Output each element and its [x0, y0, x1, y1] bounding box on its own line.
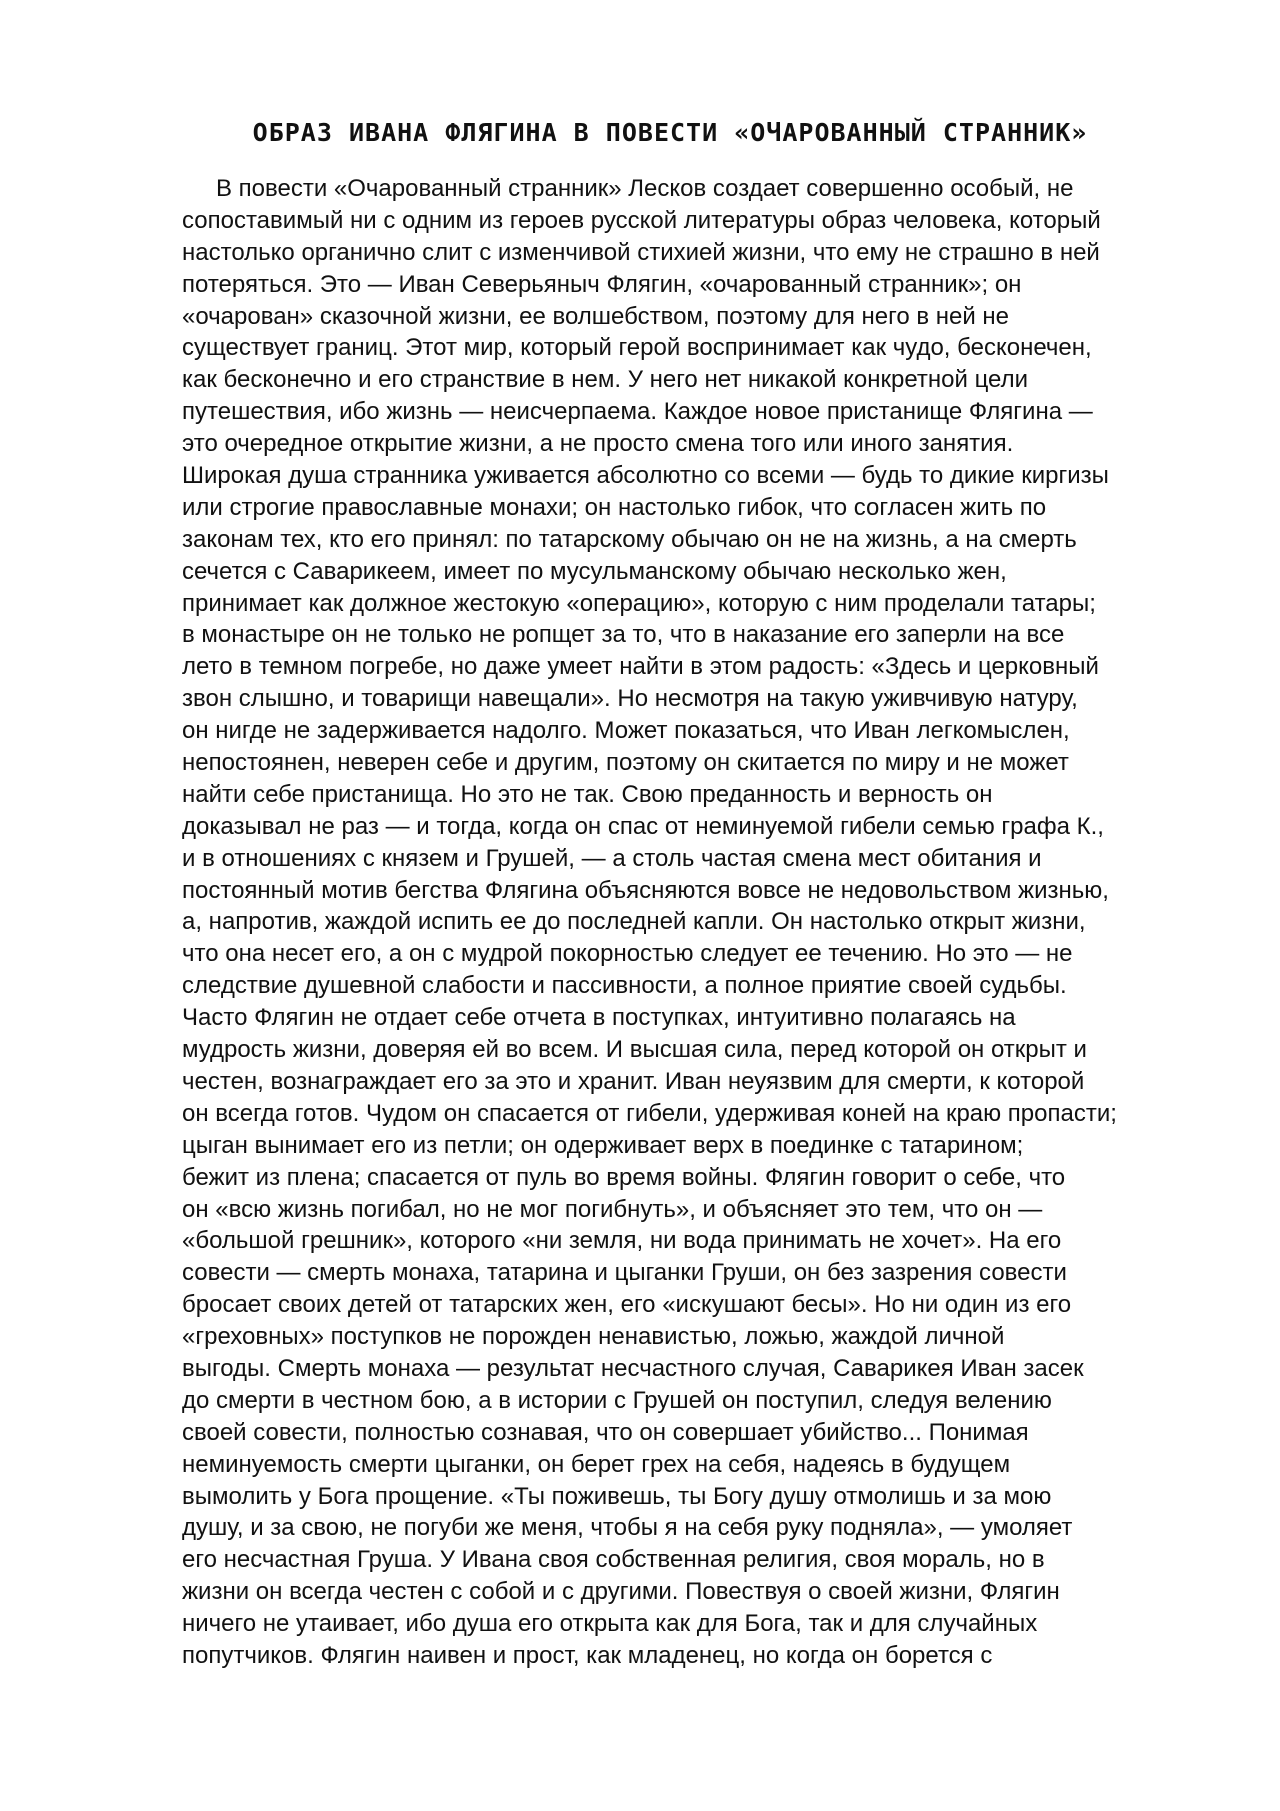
text-line: потеряться. Это — Иван Северьяныч Флягин, «очарованный странник»; он [182, 270, 1022, 298]
text-line: душу, и за свою, не погуби же меня, чтобы я на себя руку подняла», — умоляет [182, 1514, 1073, 1542]
text-line: это очередное открытие жизни, а не просто смена того или иного занятия. [182, 430, 1014, 458]
text-line: цыган вынимает его из петли; он одерживает верх в поединке с татарином; [182, 1131, 1024, 1159]
text-line: звон слышно, и товарищи навещали». Но несмотря на такую уживчивую натуру, [182, 685, 1078, 713]
text-line: или строгие православные монахи; он настолько гибок, что согласен жить по [182, 493, 1047, 521]
text-line: «большой грешник», которого «ни земля, ни вода принимать не хочет». На его [182, 1227, 1062, 1255]
text-line: вымолить у Бога прощение. «Ты поживешь, ты Богу душу отмолишь и за мою [182, 1482, 1052, 1510]
text-line: Часто Флягин не отдает себе отчета в поступках, интуитивно полагаясь на [182, 1004, 1016, 1032]
text-line: следствие душевной слабости и пассивности, а полное приятие своей судьбы. [182, 972, 1067, 1000]
text-line: существует границ. Этот мир, который герой воспринимает как чудо, бесконечен, [182, 334, 1092, 362]
text-line: бежит из плена; спасается от пуль во время войны. Флягин говорит о себе, что [182, 1163, 1066, 1191]
text-line: бросает своих детей от татарских жен, его «искушают бесы». Но ни один из его [182, 1291, 1072, 1319]
text-line: жизни он всегда честен с собой и с другими. Повествуя о своей жизни, Флягин [182, 1578, 1060, 1606]
text-line: совести — смерть монаха, татарина и цыганки Груши, он без зазрения совести [182, 1259, 1067, 1287]
text-line: настолько органично слит с изменчивой стихией жизни, что ему не страшно в ней [182, 238, 1100, 266]
text-line: своей совести, полностью сознавая, что он совершает убийство... Понимая [182, 1418, 1029, 1446]
text-line: Широкая душа странника уживается абсолютно со всеми — будь то дикие киргизы [182, 462, 1109, 490]
text-line: в монастыре он не только не ропщет за то, что в наказание его заперли на все [182, 621, 1065, 649]
text-line: найти себе пристанища. Но это не так. Свою преданность и верность он [182, 780, 993, 808]
text-line: что она несет его, а он с мудрой покорностью следует ее течению. Но это — не [182, 940, 1073, 968]
text-line: принимает как должное жестокую «операцию», которую с ним проделали татары; [182, 589, 1096, 617]
text-line: он всегда готов. Чудом он спасается от гибели, удерживая коней на краю пропасти; [182, 1099, 1117, 1127]
text-line: выгоды. Смерть монаха — результат несчастного случая, Саварикея Иван засек [182, 1354, 1084, 1382]
text-line: непостоянен, неверен себе и другим, поэтому он скитается по миру и не может [182, 749, 1069, 777]
text-line: «очарован» сказочной жизни, ее волшебством, поэтому для него в ней не [182, 302, 1010, 330]
text-line: «греховных» поступков не порожден ненавистью, ложью, жаждой личной [182, 1323, 1005, 1351]
text-line: до смерти в честном бою, а в истории с Грушей он поступил, следуя велению [182, 1386, 1052, 1414]
text-line: путешествия, ибо жизнь — неисчерпаема. Каждое новое пристанище Флягина — [182, 398, 1093, 426]
text-line: В повести «Очарованный странник» Лесков создает совершенно особый, не [216, 175, 1074, 202]
text-line: сопоставимый ни с одним из героев русской литературы образ человека, который [182, 206, 1101, 234]
essay-paragraph [182, 173, 1190, 1672]
text-line: постоянный мотив бегства Флягина объясняются вовсе не недовольством жизнью, [182, 876, 1109, 904]
text-line: а, напротив, жаждой испить ее до последней капли. Он настолько открыт жизни, [182, 908, 1086, 936]
text-line: лето в темном погребе, но даже умеет найти в этом радость: «Здесь и церковный [182, 653, 1099, 681]
text-line: попутчиков. Флягин наивен и прост, как младенец, но когда он борется с [182, 1641, 993, 1669]
text-line: он «всю жизнь погибал, но не мог погибнуть», и объясняет это тем, что он — [182, 1195, 1043, 1223]
text-line: доказывал не раз — и тогда, когда он спас от неминуемой гибели семью графа К., [182, 812, 1104, 840]
text-line: как бесконечно и его странствие в нем. У него нет никакой конкретной цели [182, 366, 1029, 394]
text-line: сечется с Саварикеем, имеет по мусульманскому обычаю несколько жен, [182, 557, 1007, 585]
text-line: он нигде не задерживается надолго. Может показаться, что Иван легкомыслен, [182, 717, 1070, 745]
text-line: неминуемость смерти цыганки, он берет грех на себя, надеясь в будущем [182, 1450, 1011, 1478]
text-line: законам тех, кто его принял: по татарскому обычаю он не на жизнь, а на смерть [182, 525, 1077, 553]
text-line: его несчастная Груша. У Ивана своя собственная религия, своя мораль, но в [182, 1546, 1045, 1574]
text-line: и в отношениях с князем и Грушей, — а столь частая смена мест обитания и [182, 844, 1042, 872]
text-line: мудрость жизни, доверяя ей во всем. И высшая сила, перед которой он открыт и [182, 1036, 1087, 1064]
text-line: ничего не утаивает, ибо душа его открыта как для Бога, так и для случайных [182, 1610, 1038, 1638]
document-title: ОБРАЗ ИВАНА ФЛЯГИНА В ПОВЕСТИ «ОЧАРОВАННЫЙ СТРАННИК» [252, 118, 1088, 147]
text-line: честен, вознаграждает его за это и хранит. Иван неуязвим для смерти, к которой [182, 1067, 1085, 1095]
